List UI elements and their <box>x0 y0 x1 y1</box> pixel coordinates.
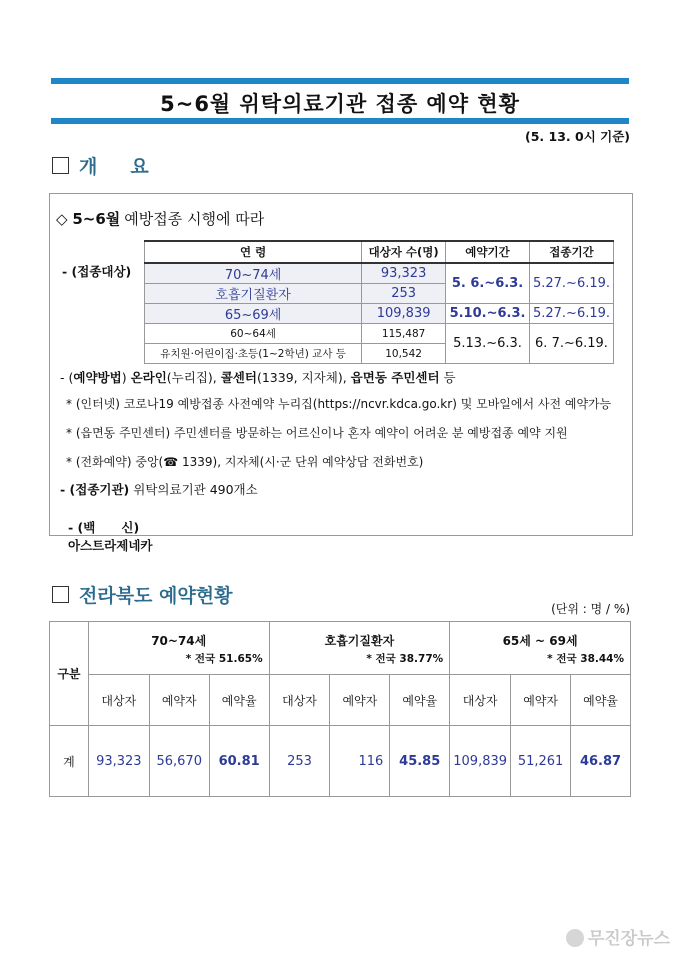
target-label: - (접종대상) <box>62 264 132 279</box>
table-row <box>145 324 614 344</box>
group-note: * 전국 38.44% <box>547 653 624 665</box>
age-cell: 호흡기질환자 <box>145 284 362 304</box>
sub-header-reserved: 예약자 <box>330 675 390 726</box>
lead-bold: 5~6월 <box>72 210 121 228</box>
age-schedule-table <box>144 240 614 364</box>
sub-header-target: 대상자 <box>450 675 511 726</box>
note-phone: * (전화예약) 중앙(☎ 1339), 지자체(시·군 단위 예약상담 전화번호) <box>66 455 424 469</box>
section-overview-heading <box>52 152 149 179</box>
sub-header-rate: 예약율 <box>390 675 450 726</box>
group-note: * 전국 38.77% <box>366 653 444 665</box>
row-header-cell: 구분 <box>50 622 89 726</box>
method-close: ) <box>121 370 127 385</box>
title-top-bar <box>51 78 629 84</box>
count-cell: 109,839 <box>362 304 446 324</box>
sub-header-rate: 예약율 <box>209 675 269 726</box>
count-cell: 115,487 <box>362 324 446 344</box>
note-center: * (읍면동 주민센터) 주민센터를 방문하는 어르신이나 혼자 예약이 어려운 분 예방접종 예약 지원 <box>66 426 568 440</box>
sub-header-row <box>50 675 631 726</box>
age-cell: 70~74세 <box>145 263 362 284</box>
table-row <box>145 263 614 284</box>
page-title: 5~6월 위탁의료기관 접종 예약 현황 <box>160 92 520 116</box>
vaccine-line <box>60 503 152 554</box>
rate-value: 60.81 <box>209 726 269 797</box>
basis-date: (5. 13. 0시 기준) <box>525 129 630 144</box>
col-age: 연 령 <box>145 241 362 263</box>
diamond-bullet-icon: ◇ <box>56 210 68 228</box>
vaccine-label: - (백 신) <box>67 520 140 535</box>
group-name: 70~74세 <box>151 634 207 648</box>
rate-value: 45.85 <box>390 726 450 797</box>
target-value: 253 <box>269 726 330 797</box>
title-bottom-bar <box>51 118 629 124</box>
vaccinate-cell: 5.27.~6.19. <box>530 263 614 304</box>
vaccinate-cell: 5.27.~6.19. <box>530 304 614 324</box>
sub-header-target: 대상자 <box>88 675 149 726</box>
square-bullet-icon <box>52 157 69 174</box>
institution-value: 위탁의료기관 490개소 <box>133 482 258 497</box>
method-call: 콜센터 <box>220 370 257 385</box>
overview-lead <box>56 208 264 229</box>
method-line <box>60 368 456 386</box>
method-call-note: (1339, 지자체), <box>256 370 347 385</box>
reserved-value: 116 <box>330 726 390 797</box>
method-tail: 등 <box>443 370 456 385</box>
count-cell: 253 <box>362 284 446 304</box>
rate-value: 46.87 <box>571 726 631 797</box>
target-value: 109,839 <box>450 726 511 797</box>
watermark-logo-icon <box>566 929 584 947</box>
reserve-cell: 5.10.~6.3. <box>446 304 530 324</box>
count-cell: 10,542 <box>362 344 446 364</box>
vaccine-value: 아스트라제네카 <box>67 538 153 553</box>
institution-label: - (접종기관) <box>60 482 130 497</box>
reserved-value: 51,261 <box>511 726 571 797</box>
method-prefix: - ( <box>60 370 74 385</box>
watermark-text: 무진장뉴스 <box>587 929 670 949</box>
table-row <box>50 726 631 797</box>
method-online-note: (누리집), <box>166 370 217 385</box>
sub-header-reserved: 예약자 <box>511 675 571 726</box>
col-vaccinate: 접종기간 <box>530 241 614 263</box>
group-header-row <box>50 622 631 675</box>
table-row <box>145 304 614 324</box>
method-label: 예약방법 <box>73 370 122 385</box>
sub-header-rate: 예약율 <box>571 675 631 726</box>
lead-text: 예방접종 시행에 따라 <box>124 210 265 228</box>
age-cell: 유치원·어린이집·초등(1~2학년) 교사 등 <box>145 344 362 364</box>
method-center: 읍면동 주민센터 <box>350 370 440 385</box>
count-cell: 93,323 <box>362 263 446 284</box>
group-name: 호흡기질환자 <box>324 634 395 648</box>
sub-header-target: 대상자 <box>269 675 330 726</box>
section-overview-title: 개 요 <box>79 156 149 178</box>
age-cell: 65~69세 <box>145 304 362 324</box>
reserve-cell: 5.13.~6.3. <box>446 324 530 364</box>
reserve-cell: 5. 6.~6.3. <box>446 263 530 304</box>
col-count: 대상자 수(명) <box>362 241 446 263</box>
unit-label: (단위 : 명 / %) <box>551 602 630 616</box>
col-reserve: 예약기간 <box>446 241 530 263</box>
section-status-heading <box>52 581 232 608</box>
vaccinate-cell: 6. 7.~6.19. <box>530 324 614 364</box>
group-respiratory <box>269 622 450 675</box>
section-status-title: 전라북도 예약현황 <box>79 585 233 607</box>
target-value: 93,323 <box>88 726 149 797</box>
group-note: * 전국 51.65% <box>185 653 263 665</box>
group-70-74 <box>88 622 269 675</box>
watermark <box>566 924 670 949</box>
total-label: 계 <box>50 726 89 797</box>
age-table-header <box>145 241 614 263</box>
note-internet: * (인터넷) 코로나19 예방접종 사전예약 누리집(https://ncvr.kdca.go.kr) 및 모바일에서 사전 예약가능 <box>66 397 612 411</box>
reserved-value: 56,670 <box>149 726 209 797</box>
sub-header-reserved: 예약자 <box>149 675 209 726</box>
reservation-status-table <box>49 621 631 797</box>
group-65-69 <box>450 622 631 675</box>
age-cell: 60~64세 <box>145 324 362 344</box>
method-online: 온라인 <box>130 370 167 385</box>
group-name: 65세 ~ 69세 <box>502 634 578 648</box>
institution-line <box>60 480 258 498</box>
square-bullet-icon <box>52 586 69 603</box>
